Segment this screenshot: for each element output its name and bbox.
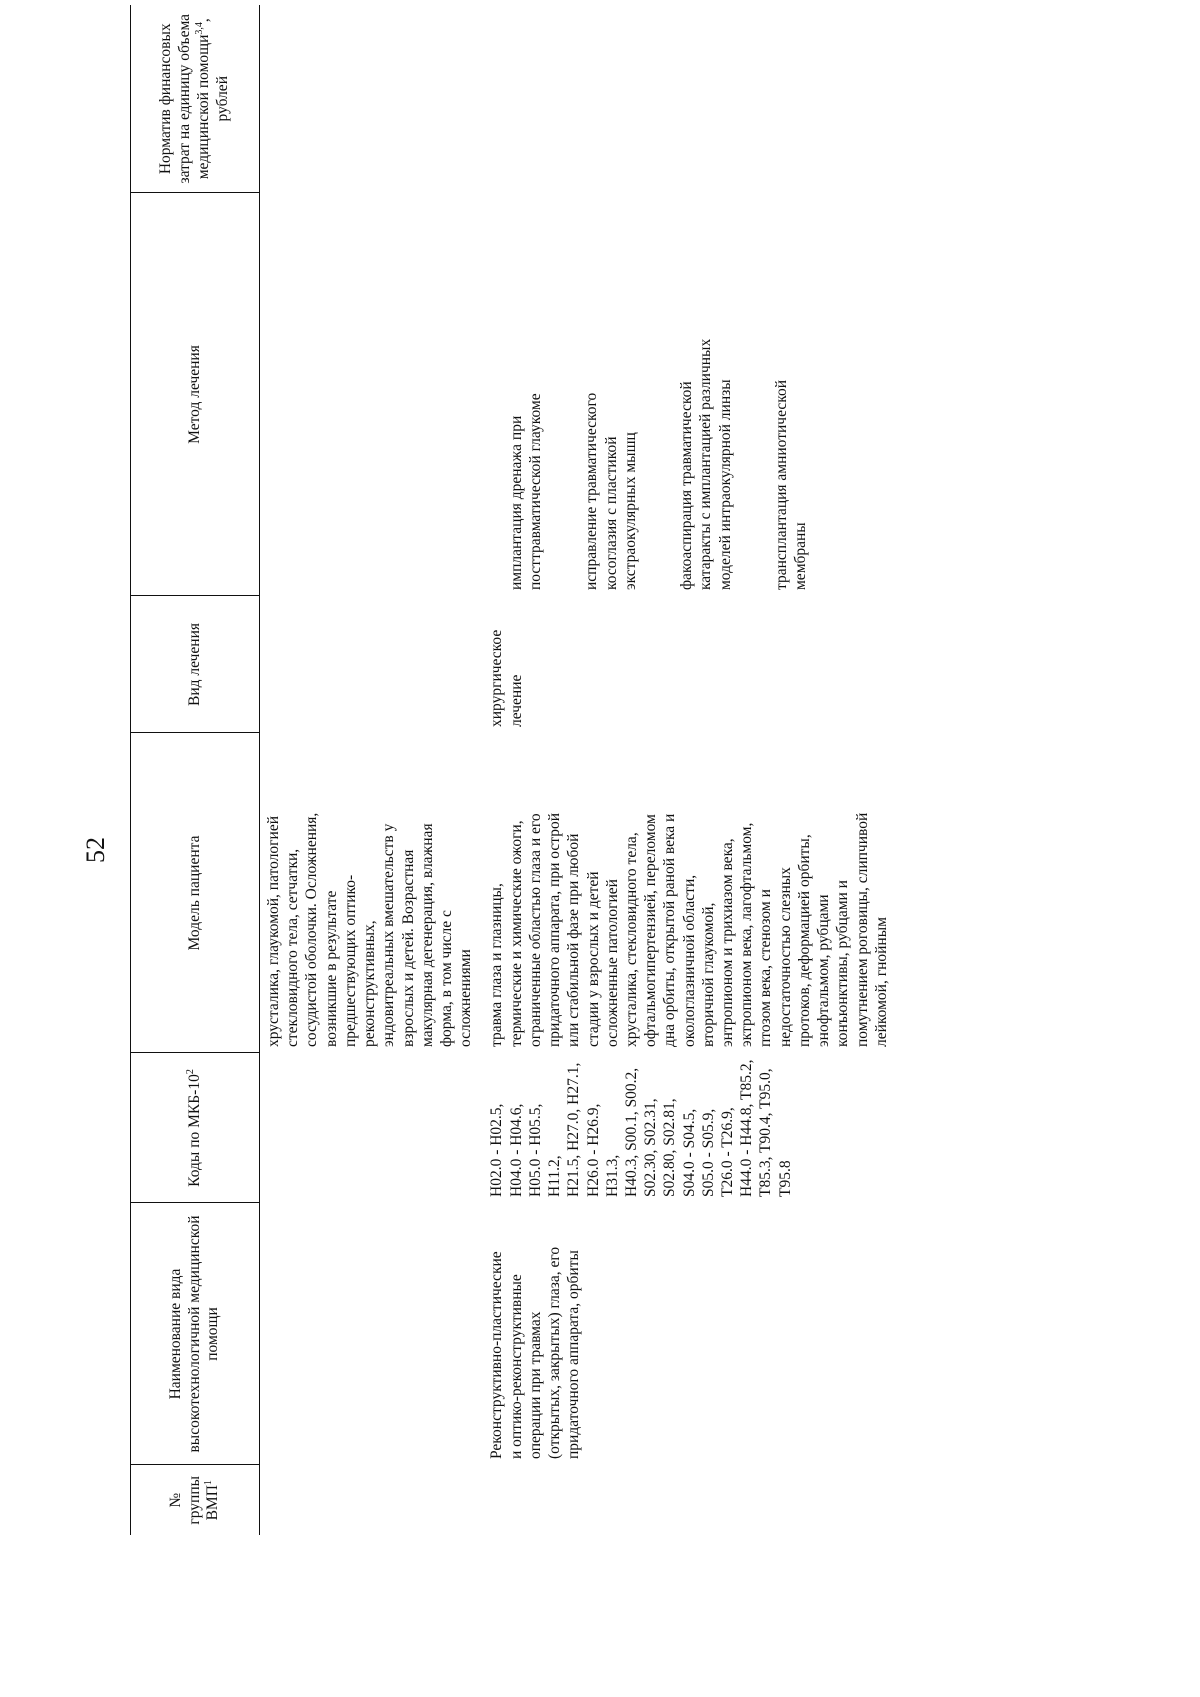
cell-vmp-name <box>260 1203 486 1465</box>
cell-icd-codes <box>260 1053 486 1203</box>
treatment-method-item: трансплантация амниотической мембраны <box>773 379 810 590</box>
vmp-table <box>130 5 901 1535</box>
cell-treatment-method <box>485 193 901 596</box>
header-cost-norm-footnote: 3,4 <box>193 22 205 35</box>
header-cost-norm-text: Норматив финансовых затрат на единицу объема медицинской помощи <box>157 13 212 184</box>
cell-cost-norm <box>260 5 486 193</box>
cell-vmp-name: Реконструктивно-пластические и оптико-реконструктивные операции при травмах (открытых, закрытых) глаза, его придаточного аппарата, орбиты <box>488 1246 583 1459</box>
cell-patient-model: хрусталика, глаукомой, патологией стекловидного тела, сетчатки, сосудистой оболочки. Осложнения, возникшие в результате предшествующих оптико- реконструктивных, эндовитреальных вмешательств у взрослых и детей. Возрастная макулярная дегенерация, влажная форма, в том числе с осложнениями <box>265 812 475 1047</box>
header-treatment-type: Вид лечения <box>131 596 260 733</box>
header-icd-codes-footnote: 2 <box>184 1069 196 1075</box>
cell-group-number <box>260 1465 486 1535</box>
cell-group-number <box>485 1465 901 1535</box>
treatment-method-item: исправление травматического косоглазия с пластикой экстраокулярных мышц <box>583 392 639 590</box>
cell-treatment-type: хирургическое лечение <box>488 629 525 727</box>
table-header-row <box>131 5 260 1535</box>
cell-icd-codes: H02.0 - H02.5, H04.0 - H04.6, H05.0 - H05.5, H11.2, H21.5, H27.0, H27.1, H26.0 - H26.9, H31.3, H40.3, S00.1, S00.2, S02.30, S02.31, S02.80, S02.81, S04.0 - S04.5, S05.0 - S05.9, T26.0 - T26.9, H44.0 - H44.8, T85.2, T85.3, T90.4, T95.0, T95.8 <box>488 1059 794 1197</box>
header-patient-model: Модель пациента <box>131 733 260 1053</box>
header-icd-codes <box>131 1053 260 1203</box>
header-treatment-method: Метод лечения <box>131 193 260 596</box>
cell-cost-norm <box>485 5 901 193</box>
header-cost-norm-tail: , рублей <box>195 18 231 122</box>
table-row <box>485 5 901 1535</box>
header-group-number <box>131 1465 260 1535</box>
cell-treatment-method <box>260 193 486 596</box>
page-number: 52 <box>81 837 110 863</box>
header-cost-norm <box>131 5 260 193</box>
treatment-method-item: имплантация дренажа при посттравматической глаукоме <box>507 393 544 590</box>
header-group-number-text: № группы ВМП <box>166 1475 222 1525</box>
header-icd-codes-text: Коды по МКБ-10 <box>185 1074 203 1187</box>
cell-patient-model: травма глаза и глазницы, термические и химические ожоги, ограниченные областью глаза и его придаточного аппарата, при острой или стабильной фазе при любой стадии у взрослых и детей осложненные патологией хрусталика, стекловидного тела, офтальмогипертензией, переломом дна орбиты, открытой раной века и окологлазничной области, вторичной глаукомой, энтропионом и трихиазом века, эктропионом века, лагофтальмом, птозом века, стенозом и недостаточностью слезных протоков, деформацией орбиты, энофтальмом, рубцами конъюнктивы, рубцами и помутнением роговицы, слипчивой лейкомой, гнойным <box>488 812 890 1047</box>
cell-treatment-type <box>260 596 486 733</box>
rotated-table-container <box>130 5 1200 1535</box>
header-vmp-name: Наименование вида высокотехнологичной медицинской помощи <box>131 1203 260 1465</box>
table-row <box>260 5 486 1535</box>
treatment-method-item: факоаспирация травматической катаракты с имплантацией различных моделей интраокулярной линзы <box>678 338 734 590</box>
header-group-number-footnote: 1 <box>203 1480 215 1486</box>
